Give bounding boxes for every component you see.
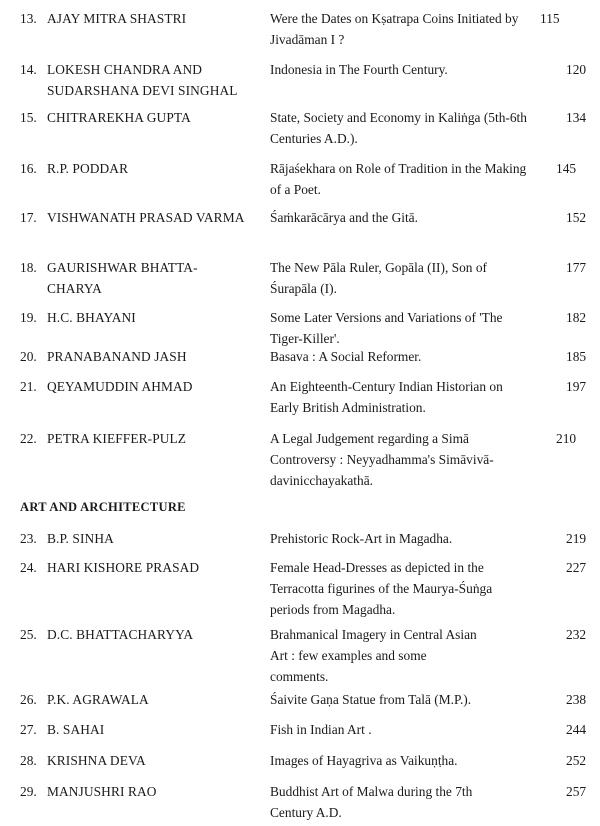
entry-author: GAURISHWAR BHATTA-CHARYA: [47, 260, 198, 296]
entry-title: Brahmanical Imagery in Central Asian Art : few examples and some comments.: [270, 627, 477, 684]
entry-title: Some Later Versions and Variations of 'The Tiger-Killer'.: [270, 310, 503, 346]
entry-author: HARI KISHORE PRASAD: [47, 560, 200, 575]
entry-page: 120: [566, 62, 587, 77]
entry-title: Śaivite Gaṇa Statue from Talā (M.P.).: [270, 692, 472, 707]
entry-page: 219: [566, 531, 587, 546]
entry-author: KRISHNA DEVA: [47, 753, 146, 768]
entry-number: 27.: [20, 722, 37, 737]
entry-page: 134: [566, 110, 587, 125]
entry-title: Images of Hayagriva as Vaikuṇṭha.: [270, 753, 458, 768]
entry-title: Female Head-Dresses as depicted in the Terracotta figurines of the Maurya-Śuṅga periods from Magadha.: [270, 560, 493, 617]
entry-page: 238: [566, 692, 587, 707]
entry-author: LOKESH CHANDRA AND SUDARSHANA DEVI SINGHAL: [47, 62, 238, 98]
entry-author: QEYAMUDDIN AHMAD: [47, 379, 193, 394]
entry-author: PRANABANAND JASH: [47, 349, 187, 364]
entry-number: 14.: [20, 62, 37, 77]
entry-page: 232: [566, 627, 587, 642]
entry-author: D.C. BHATTACHARYYA: [47, 627, 194, 642]
entry-author: B. SAHAI: [47, 722, 105, 737]
entry-page: 244: [566, 722, 587, 737]
entry-page: 182: [566, 310, 587, 325]
entry-title: The New Pāla Ruler, Gopāla (II), Son of Śurapāla (I).: [270, 260, 487, 296]
entry-title: An Eighteenth-Century Indian Historian on Early British Administration.: [270, 379, 503, 415]
entry-page: 177: [566, 260, 587, 275]
entry-author: H.C. BHAYANI: [47, 310, 136, 325]
entry-title: Basava : A Social Reformer.: [270, 349, 422, 364]
entry-author: CHITRAREKHA GUPTA: [47, 110, 191, 125]
entry-number: 18.: [20, 260, 37, 275]
entry-page: 115: [540, 11, 560, 26]
entry-author: P.K. AGRAWALA: [47, 692, 149, 707]
entry-author: PETRA KIEFFER-PULZ: [47, 431, 187, 446]
entry-author: R.P. PODDAR: [47, 161, 129, 176]
entry-number: 19.: [20, 310, 37, 325]
entry-number: 15.: [20, 110, 37, 125]
entry-number: 28.: [20, 753, 37, 768]
entry-author: AJAY MITRA SHASTRI: [47, 11, 187, 26]
entry-title: Fish in Indian Art .: [270, 722, 372, 737]
entry-number: 29.: [20, 784, 37, 799]
entry-page: 227: [566, 560, 587, 575]
entry-page: 145: [556, 161, 577, 176]
entry-title: Buddhist Art of Malwa during the 7th Century A.D.: [270, 784, 473, 820]
entry-number: 26.: [20, 692, 37, 707]
entry-number: 25.: [20, 627, 37, 642]
entry-number: 21.: [20, 379, 37, 394]
entry-page: 197: [566, 379, 587, 394]
entry-page: 152: [566, 210, 587, 225]
entry-title: Were the Dates on Kṣatrapa Coins Initiated by Jivadāman I ?: [270, 11, 519, 47]
entry-author: MANJUSHRI RAO: [47, 784, 157, 799]
entry-number: 24.: [20, 560, 37, 575]
entry-number: 22.: [20, 431, 37, 446]
entry-page: 252: [566, 753, 587, 768]
entry-number: 20.: [20, 349, 37, 364]
entry-title: Śaṁkarācārya and the Gitā.: [270, 210, 418, 225]
entry-number: 23.: [20, 531, 37, 546]
entry-author: B.P. SINHA: [47, 531, 114, 546]
entry-title: Prehistoric Rock-Art in Magadha.: [270, 531, 453, 546]
section-heading: ART AND ARCHITECTURE: [20, 500, 186, 514]
entry-page: 257: [566, 784, 587, 799]
entry-number: 16.: [20, 161, 37, 176]
entry-title: State, Society and Economy in Kaliṅga (5th-6th Centuries A.D.).: [270, 110, 527, 146]
entry-title: Rājaśekhara on Role of Tradition in the Making of a Poet.: [270, 161, 527, 197]
entry-title: A Legal Judgement regarding a Simā Controversy : Neyyadhamma's Simāvivā-davinicchayakathā.: [270, 431, 494, 488]
entry-page: 210: [556, 431, 577, 446]
entry-number: 17.: [20, 210, 37, 225]
entry-page: 185: [566, 349, 587, 364]
entry-number: 13.: [20, 11, 37, 26]
entry-title: Indonesia in The Fourth Century.: [270, 62, 448, 77]
entry-author: VISHWANATH PRASAD VARMA: [47, 210, 245, 225]
